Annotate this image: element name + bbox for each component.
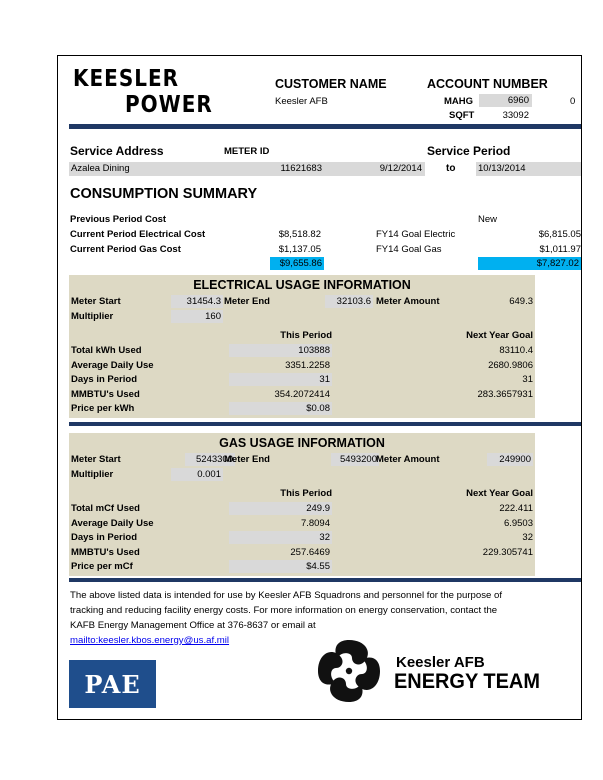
gas-row-label: Days in Period: [71, 532, 137, 543]
footer-note-line3: KAFB Energy Management Office at 376-8637 or email at: [70, 620, 316, 631]
total-cost: $9,655.86: [270, 257, 324, 270]
elec-row-label: MMBTU's Used: [71, 388, 140, 400]
gas-row-next-year-goal: 6.9503: [503, 517, 533, 529]
gas-row-next-year-goal: 222.411: [499, 503, 533, 514]
mahg-label: MAHG: [444, 96, 474, 107]
gas-row-this-period: 257.6469: [290, 546, 330, 558]
energy-team-line1: Keesler AFB: [396, 654, 485, 671]
footer-note-line1: The above listed data is intended for use by Keesler AFB Squadrons and personnel for the purpose of: [70, 590, 502, 601]
service-period-label: Service Period: [427, 144, 511, 158]
service-address-label: Service Address: [70, 144, 164, 158]
elec-multiplier-label: Multiplier: [71, 311, 114, 322]
gas-row-label: MMBTU's Used: [71, 546, 140, 558]
elec-meter-start: 31454.3: [171, 295, 223, 308]
gas-row-this-period: 7.8094: [300, 517, 330, 529]
service-address: Azalea Dining: [69, 162, 326, 176]
gas-row-this-period: 32: [229, 531, 332, 544]
gas-multiplier-label: Multiplier: [71, 469, 114, 480]
elec-meter-amount: 649.3: [509, 296, 533, 307]
elec-row-label: Total kWh Used: [71, 345, 142, 356]
pae-logo: [69, 660, 156, 708]
energy-office-email-link[interactable]: mailto:keesler.kbos.energy@us.af.mil: [70, 635, 230, 646]
fy14-goal-total: $7,827.02: [478, 257, 581, 270]
service-start-date: 9/12/2014: [326, 162, 425, 176]
gas-cost-label: Current Period Gas Cost: [70, 244, 181, 255]
gas-meter-end-label: Meter End: [224, 454, 270, 465]
fy14-goal-gas-label: FY14 Goal Gas: [376, 244, 442, 255]
gas-meter-start-label: Meter Start: [71, 454, 121, 465]
elec-row-next-year-goal: 83110.4: [499, 345, 533, 356]
gas-divider: [69, 578, 581, 582]
report-frame: [57, 55, 582, 720]
gas-usage-panel: [69, 433, 535, 576]
elec-row-this-period: 354.2072414: [274, 388, 330, 400]
logo-keesler: KEESLER: [73, 64, 180, 92]
gas-row-this-period: 249.9: [229, 502, 332, 515]
mahg-extra: 0: [570, 96, 576, 107]
sqft-label: SQFT: [449, 110, 475, 121]
gas-row-next-year-goal: 32: [522, 532, 533, 543]
gas-meter-amount-label: Meter Amount: [376, 454, 440, 465]
gas-meter-end: 5493200: [331, 453, 379, 466]
gas-row-next-year-goal: 229.305741: [482, 546, 533, 558]
gas-this-period-label: This Period: [280, 488, 332, 499]
gas-row-label: Average Daily Use: [71, 517, 154, 529]
elec-next-year-goal-label: Next Year Goal: [466, 330, 533, 341]
gas-usage-title: GAS USAGE INFORMATION: [219, 436, 385, 450]
elec-row-next-year-goal: 283.3657931: [477, 388, 533, 400]
electrical-cost-label: Current Period Electrical Cost: [70, 229, 206, 240]
consumption-summary-title: CONSUMPTION SUMMARY: [70, 186, 258, 202]
service-to: to: [446, 163, 456, 174]
gas-cost: $1,137.05: [278, 244, 321, 255]
elec-row-this-period: 103888: [229, 344, 332, 357]
previous-period-cost-label: Previous Period Cost: [70, 214, 167, 225]
gas-next-year-goal-label: Next Year Goal: [466, 488, 533, 499]
elec-this-period-label: This Period: [280, 330, 332, 341]
elec-row-label: Days in Period: [71, 374, 137, 385]
elec-row-label: Price per kWh: [71, 403, 135, 414]
elec-row-this-period: 3351.2258: [285, 359, 330, 371]
footer-note-line2: tracking and reducing facility energy costs. For more information on energy conservation, contact the: [70, 605, 498, 616]
electrical-divider: [69, 422, 581, 426]
elec-meter-end-label: Meter End: [224, 296, 270, 307]
customer-name-label: CUSTOMER NAME: [275, 77, 387, 91]
logo-power: POWER: [125, 90, 213, 118]
sqft-value: 33092: [502, 110, 529, 121]
elec-row-next-year-goal: 31: [522, 374, 533, 385]
energy-team-line2: ENERGY TEAM: [394, 670, 540, 693]
mahg-value: 6960: [479, 94, 532, 107]
gas-row-label: Price per mCf: [71, 561, 133, 572]
customer-name: Keesler AFB: [275, 96, 328, 107]
electrical-usage-title: ELECTRICAL USAGE INFORMATION: [193, 278, 411, 292]
meter-id-label: METER ID: [224, 146, 270, 157]
fy14-goal-electric: $6,815.05: [538, 229, 581, 240]
elec-meter-amount-label: Meter Amount: [376, 296, 440, 307]
gas-row-label: Total mCf Used: [71, 503, 140, 514]
header-divider: [69, 124, 581, 129]
fy14-goal-gas: $1,011.97: [539, 244, 581, 255]
account-number-label: ACCOUNT NUMBER: [427, 77, 548, 91]
gas-meter-start: 5243300: [185, 453, 235, 466]
elec-row-this-period: $0.08: [229, 402, 332, 415]
elec-multiplier: 160: [171, 310, 223, 323]
elec-row-this-period: 31: [229, 373, 332, 386]
electrical-usage-panel: [69, 275, 535, 418]
gas-multiplier: 0.001: [171, 468, 223, 481]
pae-logo-text: PAE: [84, 669, 141, 699]
gas-row-this-period: $4.55: [229, 560, 332, 573]
electrical-cost: $8,518.82: [278, 229, 321, 240]
elec-meter-end: 32103.6: [325, 295, 373, 308]
elec-row-label: Average Daily Use: [71, 359, 154, 371]
meter-id: 11621683: [280, 163, 322, 174]
energy-team-swirl-icon: [316, 638, 382, 704]
new-label: New: [478, 214, 498, 225]
service-end-date: 10/13/2014: [476, 162, 582, 176]
elec-row-next-year-goal: 2680.9806: [488, 359, 533, 371]
gas-meter-amount: 249900: [487, 453, 533, 466]
elec-meter-start-label: Meter Start: [71, 296, 121, 307]
fy14-goal-electric-label: FY14 Goal Electric: [376, 229, 456, 240]
